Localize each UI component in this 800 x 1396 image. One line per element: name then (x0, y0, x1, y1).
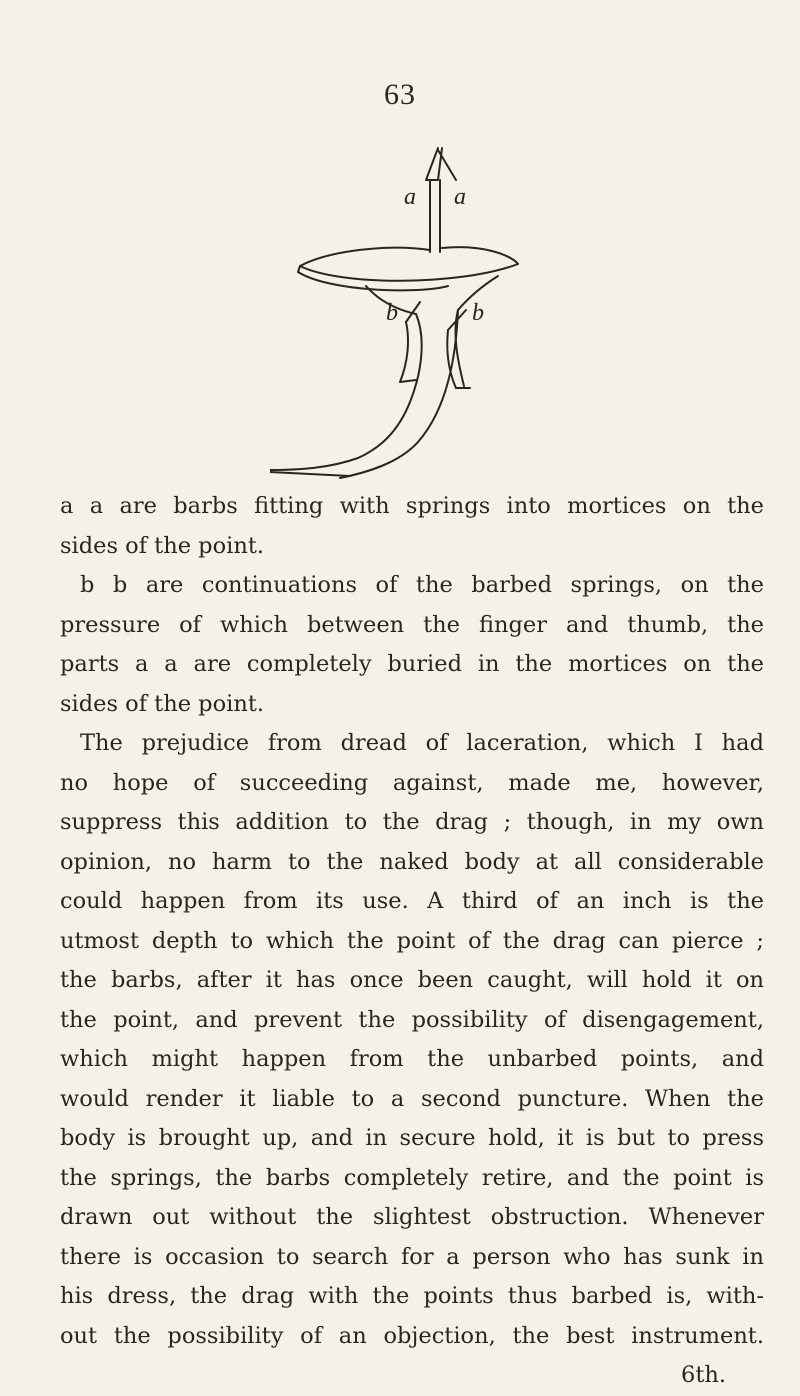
text-line: the barbs, after it has once been caught, will hold it on (60, 967, 764, 993)
text-line: utmost depth to which the point of the drag can pierce ; (60, 927, 764, 954)
text-line: the springs, the barbs completely retire, and the point is (60, 1164, 764, 1191)
figure-label-a-left: a (404, 184, 416, 210)
text-line: suppress this addition to the drag ; though, in my own (60, 809, 764, 835)
figure-label-a-right: a (454, 184, 466, 210)
barbed-drag-illustration (270, 140, 540, 485)
text-line: b b are continuations of the barbed springs, on the (80, 572, 764, 598)
text-line: there is occasion to search for a person who has sunk in (60, 1243, 764, 1270)
text-line: The prejudice from dread of laceration, which I had (80, 730, 764, 756)
text-line: a a are barbs fitting with springs into mortices on the (60, 493, 764, 519)
text-line: the point, and prevent the possibility of disengagement, (60, 1006, 764, 1033)
text-line: pressure of which between the finger and thumb, the (60, 611, 764, 638)
body-text (60, 487, 764, 1396)
figure-label-b-right: b (472, 300, 484, 326)
catchword: 6th. (681, 1362, 726, 1388)
figure-label-b-left: b (386, 300, 398, 326)
text-line: would render it liable to a second puncture. When the (60, 1085, 764, 1112)
text-line: out the possibility of an objection, the best instrument. (60, 1322, 764, 1349)
text-line: body is brought up, and in secure hold, it is but to press (60, 1125, 764, 1151)
barbed-drag-figure (270, 140, 540, 485)
text-line: sides of the point. (60, 690, 265, 717)
text-line: drawn out without the slightest obstruction. Whenever (60, 1204, 764, 1230)
text-line: no hope of succeeding against, made me, however, (60, 769, 764, 796)
page-number: 63 (384, 78, 416, 111)
text-line: sides of the point. (60, 532, 265, 559)
text-line: parts a a are completely buried in the mortices on the (60, 651, 764, 677)
text-line: his dress, the drag with the points thus barbed is, with- (60, 1283, 764, 1309)
text-line: opinion, no harm to the naked body at all considerable (60, 848, 764, 875)
text-line: could happen from its use. A third of an inch is the (60, 888, 764, 914)
text-line: which might happen from the unbarbed points, and (60, 1046, 764, 1072)
